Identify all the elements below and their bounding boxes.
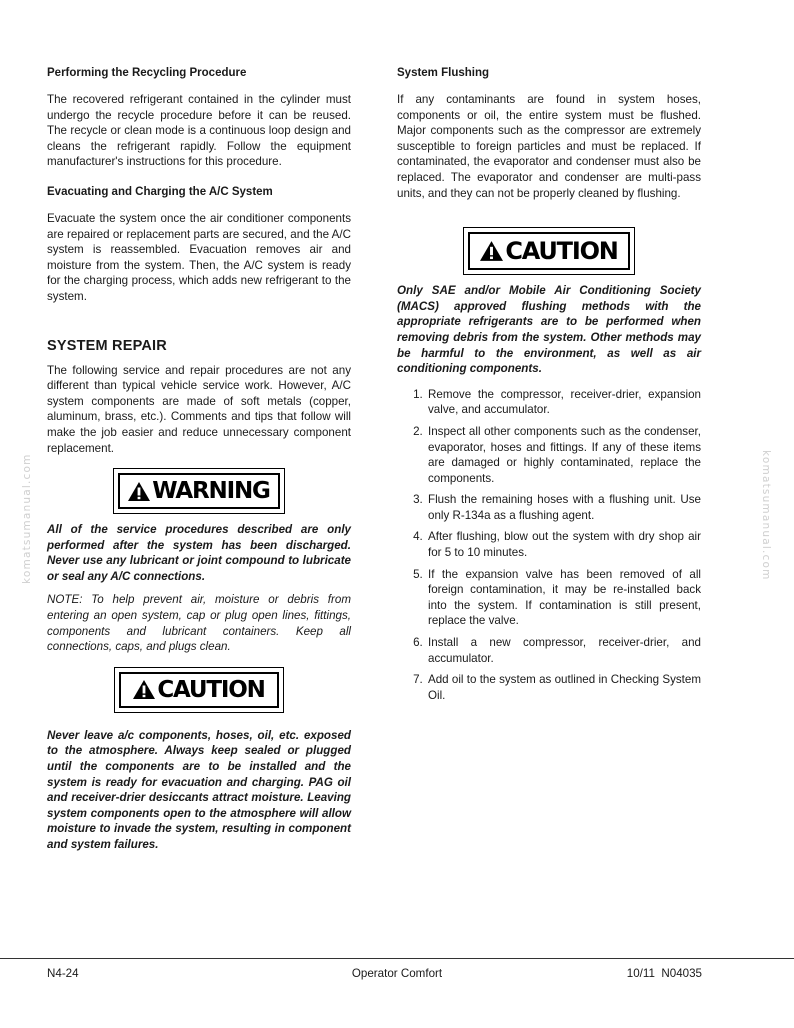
warning-text: All of the service procedures described are only performed after the system has been discharged. Never use any lubricant or joint compound to lubricate or seal any A/C connections. (47, 523, 351, 583)
caution-text-right: Only SAE and/or Mobile Air Conditioning Society (MACS) approved flushing methods with the appropriate refrigerants are to be performed when removing debris from the system. Other methods may be harmful to the environment, as well as air conditioning components. (397, 284, 701, 376)
list-item: 4. After flushing, blow out the system with dry shop air for 5 to 10 minutes. (426, 529, 701, 560)
heading-system-repair: SYSTEM REPAIR (47, 337, 167, 354)
watermark-left: komatsumanual.com (21, 453, 33, 584)
warning-sign-wrap (47, 468, 351, 514)
heading-system-flushing: System Flushing (397, 67, 490, 79)
list-item: 3. Flush the remaining hoses with a flushing unit. Use only R-134a as a flushing agent. (426, 492, 701, 523)
footer-doc-number: N04035 (661, 967, 702, 980)
list-item: 1. Remove the compressor, receiver-drier, expansion valve, and accumulator. (426, 387, 701, 418)
note-text: NOTE: To help prevent air, moisture or debris from entering an open system, cap or plug open lines, fittings, components and lubricant containers. Keep all connections, caps, and plugs clean. (47, 593, 351, 654)
list-item: 6. Install a new compressor, receiver-drier, and accumulator. (426, 635, 701, 666)
list-item: 2. Inspect all other components such as the condenser, evaporator, hoses and fittings. If any of these items are damaged or highly contaminated, replace the components. (426, 424, 701, 486)
left-column (47, 66, 351, 853)
footer-date: 10/11 (626, 967, 655, 980)
warning-sign (113, 468, 285, 514)
footer-rule (0, 958, 794, 959)
list-item: 7. Add oil to the system as outlined in Checking System Oil. (426, 672, 701, 703)
caution-triangle-icon (133, 680, 155, 699)
caution-label-left: CAUTION (157, 676, 265, 703)
caution-sign-right-wrap (397, 227, 701, 275)
right-column (397, 66, 701, 709)
flushing-steps-list (397, 387, 701, 704)
footer-section: Operator Comfort (351, 967, 443, 980)
caution-sign-left (114, 667, 284, 713)
footer-page-number: N4-24 (47, 967, 79, 980)
list-item: 5. If the expansion valve has been removed of all foreign contamination, it may be re-installed back into the system. If contamination is still present, replace the valve. (426, 567, 701, 629)
caution-triangle-icon (480, 241, 503, 261)
caution-sign-right (463, 227, 635, 275)
heading-evacuating: Evacuating and Charging the A/C System (47, 185, 273, 198)
caution-sign-left-wrap (47, 667, 351, 713)
para-system-flushing: If any contaminants are found in system hoses, components or oil, the entire system must be flushed. Major components such as the compressor are extremely susceptible to foreign particles and must be replaced. If contaminated, the evaporator and condenser must also be replaced. The evaporator and condenser are multi-pass units, and they can not be properly cleaned by flushing. (397, 93, 701, 200)
caution-text-left: Never leave a/c components, hoses, oil, etc. exposed to the atmosphere. Always keep sealed or plugged until the components are to be installed and the system is ready for evacuation and charging. PAG oil and receiver-drier desiccants attract moisture. Leaving system components open to the atmosphere will allow moisture to invade the system, resulting in component and system failures. (47, 728, 351, 851)
para-system-repair: The following service and repair procedures are not any different than typical vehicle service work. However, A/C system components are made of soft metals (copper, aluminum, brass, etc.). Comments and tips that follow will make the job easier and reduce unnecessary component replacement. (47, 363, 351, 455)
heading-recycling: Performing the Recycling Procedure (47, 67, 247, 79)
para-recycling: The recovered refrigerant contained in the cylinder must undergo the recycle procedure before it can be reused. The recycle or clean mode is a continuous loop design and cleans the refrigerant rapidly. Follow the equipment manufacturer's instructions for this procedure. (47, 93, 351, 169)
warning-label: WARNING (152, 478, 270, 505)
warning-triangle-icon (128, 482, 150, 501)
para-evacuating: Evacuate the system once the air conditioner components are repaired or replacement parts are secured, and the A/C system is reassembled. Evacuation removes air and moisture from the system. Then, the A/C system is ready for the charging process, which adds new refrigerant to the system. (47, 211, 351, 303)
footer-doc-info (627, 967, 702, 980)
caution-label-right: CAUTION (505, 237, 618, 266)
watermark-right: komatsumanual.com (760, 450, 772, 581)
